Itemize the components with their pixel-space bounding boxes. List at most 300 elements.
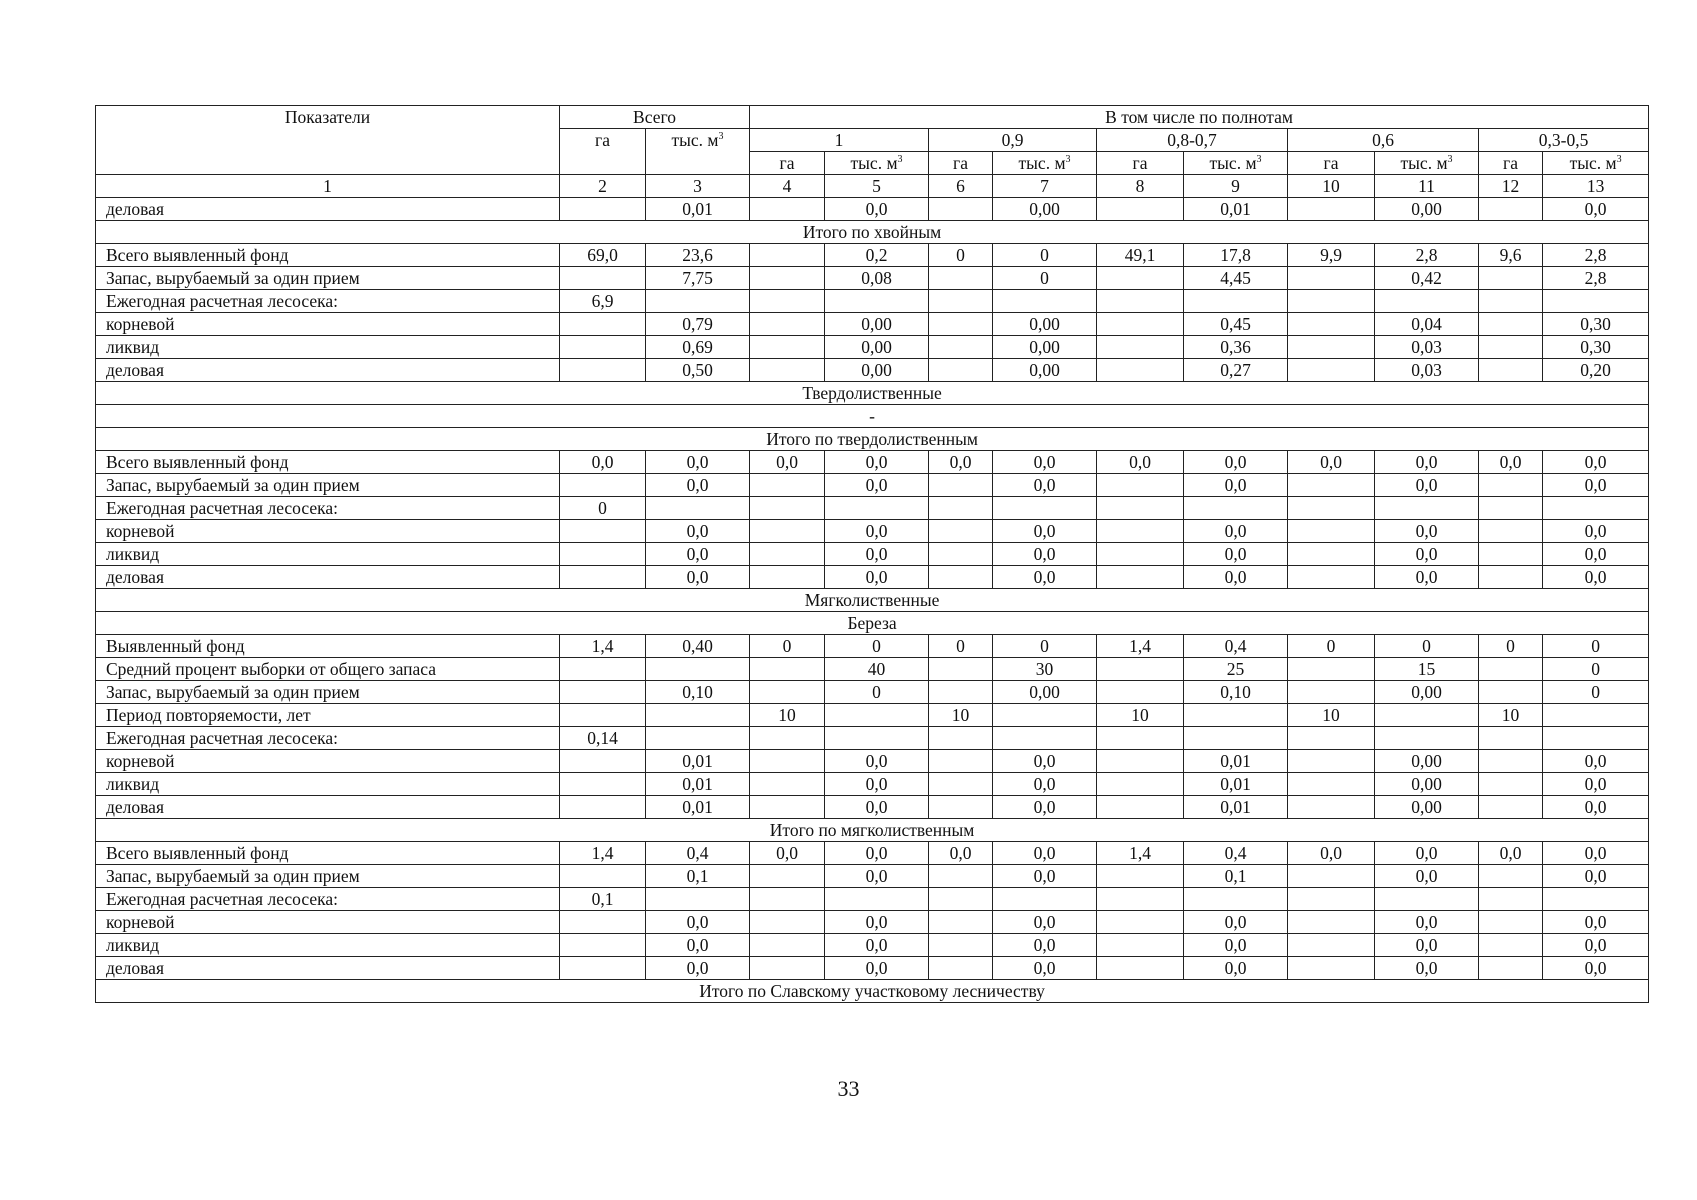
table-cell (1097, 267, 1184, 290)
table-cell (750, 290, 825, 313)
table-row (96, 727, 1649, 750)
row-label: Запас, вырубаемый за один прием (96, 474, 560, 497)
density-ha-header: га (1479, 152, 1543, 175)
table-cell: 0,0 (1543, 543, 1649, 566)
table-cell: 0,0 (1543, 911, 1649, 934)
table-cell: 0 (993, 635, 1097, 658)
table-cell: 0,00 (993, 336, 1097, 359)
density-header: 1 (750, 129, 929, 152)
table-cell: 25 (1184, 658, 1288, 681)
table-row (96, 543, 1649, 566)
table-row (96, 336, 1649, 359)
table-cell (1288, 474, 1375, 497)
table-cell (1543, 888, 1649, 911)
table-cell: 0 (825, 681, 929, 704)
column-number: 6 (929, 175, 993, 198)
table-cell (750, 543, 825, 566)
table-cell: 0,00 (993, 681, 1097, 704)
table-cell (750, 313, 825, 336)
table-cell: 0,0 (825, 543, 929, 566)
row-label: Всего выявленный фонд (96, 451, 560, 474)
table-cell (1097, 198, 1184, 221)
table-cell: 0 (993, 244, 1097, 267)
table-cell: 0,08 (825, 267, 929, 290)
table-cell (560, 911, 646, 934)
row-label: Период повторяемости, лет (96, 704, 560, 727)
row-label: корневой (96, 520, 560, 543)
table-cell: 0,0 (646, 543, 750, 566)
table-cell: 0,0 (1375, 957, 1479, 980)
table-cell: 0,0 (646, 957, 750, 980)
table-row (96, 750, 1649, 773)
forest-fund-table (95, 105, 1649, 1003)
table-cell: 7,75 (646, 267, 750, 290)
table-cell: 0,03 (1375, 336, 1479, 359)
table-row (96, 359, 1649, 382)
table-cell: 2,8 (1543, 267, 1649, 290)
table-cell (1097, 658, 1184, 681)
row-label: Выявленный фонд (96, 635, 560, 658)
density-volume-header: тыс. $м^3$ (1375, 152, 1479, 175)
table-cell (1184, 497, 1288, 520)
table-cell: 0,01 (1184, 773, 1288, 796)
table-cell: 0,0 (1375, 911, 1479, 934)
table-cell (1375, 290, 1479, 313)
table-cell (929, 681, 993, 704)
table-cell (560, 865, 646, 888)
table-cell: 10 (1097, 704, 1184, 727)
table-cell: 0,0 (1097, 451, 1184, 474)
table-row (96, 267, 1649, 290)
table-cell: 0,0 (1375, 842, 1479, 865)
table-cell: 0,0 (929, 451, 993, 474)
table-cell (1184, 727, 1288, 750)
table-cell (929, 796, 993, 819)
table-cell: 0,0 (1375, 474, 1479, 497)
section-title: Твердолиственные (96, 382, 1649, 405)
table-cell (1288, 957, 1375, 980)
table-cell (1479, 865, 1543, 888)
table-cell (1097, 681, 1184, 704)
row-label: ликвид (96, 773, 560, 796)
table-cell (1097, 336, 1184, 359)
table-cell: 0,00 (825, 336, 929, 359)
column-number: 2 (560, 175, 646, 198)
table-cell (929, 336, 993, 359)
table-cell (1288, 888, 1375, 911)
row-label: Запас, вырубаемый за один прием (96, 267, 560, 290)
table-cell: 40 (825, 658, 929, 681)
table-cell (929, 658, 993, 681)
table-cell (1097, 957, 1184, 980)
table-cell (560, 566, 646, 589)
table-cell (1479, 658, 1543, 681)
table-cell (1288, 865, 1375, 888)
table-cell: 0,0 (1375, 865, 1479, 888)
table-row (96, 704, 1649, 727)
table-cell: 0,00 (1375, 796, 1479, 819)
table-cell (1288, 336, 1375, 359)
table-cell: 0 (560, 497, 646, 520)
column-number: 9 (1184, 175, 1288, 198)
table-cell (1184, 290, 1288, 313)
table-cell: 0 (750, 635, 825, 658)
table-cell: 0,0 (1184, 543, 1288, 566)
table-cell: 0,00 (825, 359, 929, 382)
table-cell (1479, 796, 1543, 819)
table-cell (929, 865, 993, 888)
table-cell: 0,20 (1543, 359, 1649, 382)
table-cell (560, 773, 646, 796)
table-row (96, 290, 1649, 313)
table-cell: 6,9 (560, 290, 646, 313)
table-cell (1479, 773, 1543, 796)
table-cell: 0,0 (825, 750, 929, 773)
table-cell (1097, 497, 1184, 520)
table-cell: 9,9 (1288, 244, 1375, 267)
table-cell (750, 796, 825, 819)
table-cell (1479, 888, 1543, 911)
table-cell: 0,40 (646, 635, 750, 658)
table-cell (1543, 727, 1649, 750)
section-row (96, 221, 1649, 244)
density-header: 0,6 (1288, 129, 1479, 152)
table-cell (993, 727, 1097, 750)
table-cell: 0,0 (1543, 198, 1649, 221)
table-cell (560, 796, 646, 819)
table-cell: 23,6 (646, 244, 750, 267)
row-label: Ежегодная расчетная лесосека: (96, 290, 560, 313)
table-cell (646, 497, 750, 520)
table-cell (929, 198, 993, 221)
table-cell: 0,0 (993, 911, 1097, 934)
section-title: Мягколиственные (96, 589, 1649, 612)
density-ha-header: га (929, 152, 993, 175)
section-row (96, 382, 1649, 405)
table-cell: 0,00 (1375, 681, 1479, 704)
column-number: 5 (825, 175, 929, 198)
row-label: ликвид (96, 934, 560, 957)
table-cell (1288, 313, 1375, 336)
table-row (96, 635, 1649, 658)
table-cell: 0,0 (1184, 520, 1288, 543)
table-cell (1479, 290, 1543, 313)
table-cell (825, 497, 929, 520)
table-row (96, 658, 1649, 681)
column-number: 11 (1375, 175, 1479, 198)
column-number: 10 (1288, 175, 1375, 198)
table-cell: 0,0 (993, 451, 1097, 474)
density-ha-header: га (750, 152, 825, 175)
table-cell: 0,03 (1375, 359, 1479, 382)
table-cell (1479, 520, 1543, 543)
table-cell (1288, 911, 1375, 934)
row-label: Всего выявленный фонд (96, 842, 560, 865)
table-cell (1097, 888, 1184, 911)
table-cell (1288, 497, 1375, 520)
table-body (96, 198, 1649, 1003)
table-cell: 0,0 (993, 957, 1097, 980)
table-cell: 0,0 (993, 773, 1097, 796)
table-row (96, 888, 1649, 911)
column-number: 12 (1479, 175, 1543, 198)
table-cell (1097, 911, 1184, 934)
table-cell (560, 336, 646, 359)
table-cell: 0,0 (1543, 934, 1649, 957)
table-cell: 0,45 (1184, 313, 1288, 336)
table-cell (750, 336, 825, 359)
column-number: 7 (993, 175, 1097, 198)
table-cell: 0,0 (1543, 750, 1649, 773)
column-number: 8 (1097, 175, 1184, 198)
total-volume-header: тыс. $м^3$ (646, 129, 750, 175)
table-cell: 0,0 (825, 796, 929, 819)
table-cell (1479, 474, 1543, 497)
table-cell: 0,0 (560, 451, 646, 474)
column-number: 13 (1543, 175, 1649, 198)
table-cell: 0,04 (1375, 313, 1479, 336)
table-cell (825, 704, 929, 727)
row-label: деловая (96, 957, 560, 980)
table-cell (1479, 267, 1543, 290)
table-cell (1288, 198, 1375, 221)
table-cell (1097, 313, 1184, 336)
table-cell: 0,0 (993, 796, 1097, 819)
table-cell (1097, 750, 1184, 773)
table-cell: 17,8 (1184, 244, 1288, 267)
table-cell (750, 497, 825, 520)
table-cell (1097, 566, 1184, 589)
table-cell: 0 (993, 267, 1097, 290)
table-cell (993, 290, 1097, 313)
table-cell: 0,30 (1543, 336, 1649, 359)
table-cell (750, 658, 825, 681)
table-cell: 0,4 (1184, 635, 1288, 658)
row-label: ликвид (96, 543, 560, 566)
table-cell (825, 727, 929, 750)
section-row (96, 405, 1649, 428)
table-cell: 0,0 (1184, 451, 1288, 474)
table-cell: 0,0 (1375, 451, 1479, 474)
row-label: Запас, вырубаемый за один прием (96, 865, 560, 888)
table-cell: 0,0 (825, 773, 929, 796)
table-row (96, 474, 1649, 497)
table-cell (646, 888, 750, 911)
table-cell: 0,0 (646, 911, 750, 934)
table-cell (646, 727, 750, 750)
table-cell: 0,0 (1543, 474, 1649, 497)
table-cell: 1,4 (1097, 635, 1184, 658)
table-cell (825, 888, 929, 911)
table-cell: 0,27 (1184, 359, 1288, 382)
table-cell: 0,0 (750, 451, 825, 474)
table-cell: 0,01 (646, 773, 750, 796)
table-cell (1097, 773, 1184, 796)
table-cell (1288, 934, 1375, 957)
table-cell (750, 244, 825, 267)
table-row (96, 911, 1649, 934)
table-cell: 0,0 (825, 934, 929, 957)
table-cell: 0 (1543, 635, 1649, 658)
column-number: 4 (750, 175, 825, 198)
table-cell (929, 313, 993, 336)
table-cell: 0,2 (825, 244, 929, 267)
table-cell (929, 474, 993, 497)
table-cell: 0 (929, 635, 993, 658)
section-row (96, 589, 1649, 612)
table-cell (1479, 911, 1543, 934)
row-label: Запас, вырубаемый за один прием (96, 681, 560, 704)
table-cell: 0,0 (1543, 865, 1649, 888)
table-cell (1097, 520, 1184, 543)
table-cell (1479, 198, 1543, 221)
table-row (96, 865, 1649, 888)
table-cell: 9,6 (1479, 244, 1543, 267)
table-cell: 0,0 (1375, 520, 1479, 543)
table-cell (750, 267, 825, 290)
density-ha-header: га (1097, 152, 1184, 175)
table-row (96, 451, 1649, 474)
table-row (96, 244, 1649, 267)
section-row (96, 819, 1649, 842)
table-cell (1479, 566, 1543, 589)
table-cell: 0,00 (993, 198, 1097, 221)
density-header: 0,9 (929, 129, 1097, 152)
table-cell: 0,0 (1288, 842, 1375, 865)
table-cell: 2,8 (1375, 244, 1479, 267)
table-cell: 0,0 (646, 520, 750, 543)
table-cell: 0 (929, 244, 993, 267)
table-cell (929, 773, 993, 796)
table-cell (1479, 957, 1543, 980)
page-number: 33 (837, 1076, 860, 1101)
table-row (96, 313, 1649, 336)
row-label: корневой (96, 750, 560, 773)
table-cell (560, 543, 646, 566)
row-label: Ежегодная расчетная лесосека: (96, 888, 560, 911)
table-cell (1097, 290, 1184, 313)
section-title: Итого по твердолиственным (96, 428, 1649, 451)
by-density-header: В том числе по полнотам (750, 106, 1649, 129)
density-volume-header: тыс. $м^3$ (1184, 152, 1288, 175)
row-label: Ежегодная расчетная лесосека: (96, 727, 560, 750)
table-row (96, 520, 1649, 543)
table-cell (750, 474, 825, 497)
table-cell: 0,0 (646, 451, 750, 474)
table-cell: 0,0 (1543, 957, 1649, 980)
row-label: корневой (96, 313, 560, 336)
table-cell (646, 290, 750, 313)
table-cell: 0,0 (1184, 957, 1288, 980)
table-cell (929, 911, 993, 934)
density-ha-header: га (1288, 152, 1375, 175)
table-cell: 0 (825, 635, 929, 658)
table-cell (993, 497, 1097, 520)
table-cell (929, 750, 993, 773)
table-cell: 0,36 (1184, 336, 1288, 359)
table-cell: 0,00 (1375, 198, 1479, 221)
table-cell (1288, 359, 1375, 382)
table-row (96, 681, 1649, 704)
table-cell: 0,10 (1184, 681, 1288, 704)
table-cell: 0,50 (646, 359, 750, 382)
table-cell (646, 704, 750, 727)
indicators-header: Показатели (96, 106, 560, 175)
table-cell (1097, 796, 1184, 819)
density-header: 0,8-0,7 (1097, 129, 1288, 152)
row-label: деловая (96, 566, 560, 589)
table-cell: 0,01 (646, 796, 750, 819)
table-cell: 0,69 (646, 336, 750, 359)
table-cell (929, 888, 993, 911)
table-cell: 0,0 (1543, 566, 1649, 589)
table-cell (560, 474, 646, 497)
table-cell (750, 566, 825, 589)
table-cell (1479, 313, 1543, 336)
table-cell: 0,30 (1543, 313, 1649, 336)
table-cell: 0 (1288, 635, 1375, 658)
table-cell (1479, 727, 1543, 750)
table-cell: 0,01 (1184, 750, 1288, 773)
table-cell: 0,00 (1375, 773, 1479, 796)
table-cell (560, 957, 646, 980)
table-cell: 10 (1288, 704, 1375, 727)
table-cell (750, 957, 825, 980)
table-cell (1288, 750, 1375, 773)
table-cell: 0,0 (825, 520, 929, 543)
table-cell: 0,0 (1375, 566, 1479, 589)
row-label: корневой (96, 911, 560, 934)
table-cell: 0,0 (1184, 474, 1288, 497)
table-cell (1479, 497, 1543, 520)
table-cell (1479, 681, 1543, 704)
table-cell: 0,0 (1479, 842, 1543, 865)
table-cell: 0,0 (825, 957, 929, 980)
table-cell (750, 198, 825, 221)
section-row (96, 612, 1649, 635)
table-cell: 0,0 (1543, 773, 1649, 796)
section-row (96, 428, 1649, 451)
table-cell (1097, 934, 1184, 957)
table-cell: 0,0 (646, 934, 750, 957)
table-cell (560, 658, 646, 681)
total-header: Всего (560, 106, 750, 129)
table-cell (1288, 267, 1375, 290)
section-title: Береза (96, 612, 1649, 635)
table-cell (750, 359, 825, 382)
table-cell (929, 543, 993, 566)
table-cell: 4,45 (1184, 267, 1288, 290)
density-volume-header: тыс. $м^3$ (825, 152, 929, 175)
column-number: 1 (96, 175, 560, 198)
table-cell (750, 773, 825, 796)
table-cell: 0,01 (646, 750, 750, 773)
table-cell: 0,0 (929, 842, 993, 865)
table-cell (1097, 727, 1184, 750)
table-cell: 1,4 (560, 635, 646, 658)
section-title: - (96, 405, 1649, 428)
section-title: Итого по мягколиственным (96, 819, 1649, 842)
table-cell: 0,0 (993, 865, 1097, 888)
table-cell (750, 681, 825, 704)
table-row (96, 796, 1649, 819)
table-cell: 0,0 (646, 474, 750, 497)
table-cell (1288, 681, 1375, 704)
density-volume-header: тыс. $м^3$ (1543, 152, 1649, 175)
table-header (96, 106, 1649, 198)
table-cell (993, 888, 1097, 911)
table-cell (560, 198, 646, 221)
